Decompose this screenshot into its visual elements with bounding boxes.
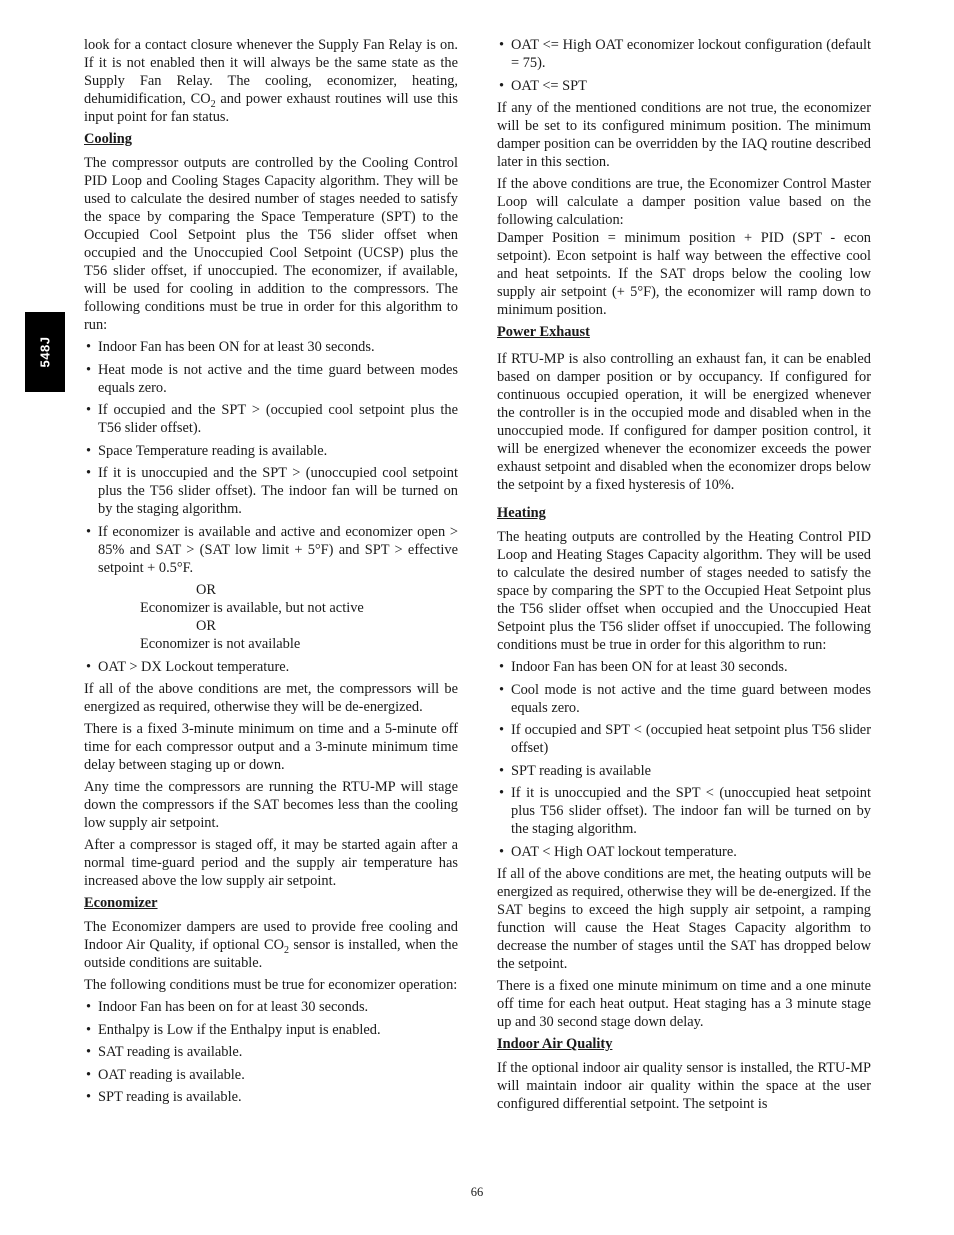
section-tab-label: 548J (36, 336, 52, 368)
heating-paragraph-3: There is a fixed one minute minimum on time and a one minute off time for each heat output. Heat staging has a 3 minute stage up and 30 second stage down delay. (497, 978, 871, 1030)
list-item: • If it is unoccupied and the SPT < (unoccupied heat setpoint plus T56 slider offset). The indoor fan will be turned on by the staging algorithm. (497, 784, 871, 838)
left-column (84, 36, 458, 1111)
list-item: • If occupied and the SPT > (occupied cool setpoint plus the T56 slider offset). (84, 401, 458, 437)
list-item: • If occupied and SPT < (occupied heat setpoint plus T56 slider offset) (497, 721, 871, 757)
list-item: • SPT reading is available. (84, 1088, 458, 1106)
list-item: • Space Temperature reading is available. (84, 442, 458, 460)
alternative-condition-1: Economizer is available, but not active (140, 599, 364, 616)
list-item: • SAT reading is available. (84, 1043, 458, 1061)
list-item: • OAT <= SPT (497, 77, 871, 95)
power-exhaust-paragraph: If RTU-MP is also controlling an exhaust fan, it can be enabled based on damper position or by occupancy. If configured for continuous occupied operation, it will be energized whenever the controller is in the occupied mode and disabled when in the unoccupied mode. If configured for damper position control, it will be energized whenever the economizer exceeds the power exhaust setpoint and disabled when the economizer drops below the setpoint by a fixed hysteresis of 10%. (497, 351, 871, 493)
or-label-2: OR (196, 617, 216, 634)
heating-conditions-list (497, 658, 871, 861)
cooling-paragraph-1: The compressor outputs are controlled by the Cooling Control PID Loop and Cooling Stages Capacity algorithm. They will be used to calculate the desired number of stages needed to satisfy the space by comparing the Space Temperature (SPT) to the Occupied Cool Setpoint plus the T56 slider offset when occupied and the Unoccupied Cool Setpoint (UCSP) plus the T56 slider offset, if unoccupied. The economizer, if available, will be used for cooling in addition to the compressors. The following conditions must be true in order for this algorithm to run: (84, 155, 458, 333)
economizer-paragraph-1 (84, 918, 458, 972)
indoor-air-quality-heading: Indoor Air Quality (497, 1036, 613, 1052)
heating-heading: Heating (497, 505, 546, 521)
economizer-paragraph-2: The following conditions must be true for economizer operation: (84, 977, 458, 993)
economizer-paragraph-5: Damper Position = minimum position + PID (SPT - econ setpoint). Econ setpoint is half way between the effective cool and heat setpoints. If the SAT drops below the cooling low supply air setpoint (+ 5°F), the economizer will ramp down to minimum position. (497, 230, 871, 318)
list-item: • OAT reading is available. (84, 1066, 458, 1084)
cooling-paragraph-3: There is a fixed 3-minute minimum on time and a 5-minute off time for each compressor output and a 3-minute minimum time delay between staging up or down. (84, 721, 458, 773)
economizer-conditions-list-continued (497, 36, 871, 95)
list-item: • Indoor Fan has been on for at least 30 seconds. (84, 998, 458, 1016)
heating-paragraph-2: If all of the above conditions are met, the heating outputs will be energized as required, otherwise they will be de-energized. If the SAT begins to exceed the high supply air setpoint, a ramping function will cause the Heat Stages Capacity algorithm to decrease the number of stages until the SAT has dropped below the setpoint. (497, 866, 871, 972)
econ-text: The Economizer dampers are used to provide free cooling and Indoor Air Quality, if optional CO (84, 919, 458, 953)
heating-paragraph-1: The heating outputs are controlled by the Heating Control PID Loop and Heating Stages Capacity algorithm. They will be used to calculate the desired number of stages needed to satisfy the space by comparing the SPT to the Occupied Heat Setpoint plus the T56 slider offset when occupied and the Unoccupied Heat Setpoint plus the T56 slider offset if unoccupied. The following conditions must be true in order for this algorithm to run: (497, 529, 871, 653)
cooling-conditions-list (84, 338, 458, 577)
econ-tail: sensor is installed, when the outside conditions are suitable. (84, 937, 459, 971)
oat-condition-list (84, 658, 458, 676)
list-item: • SPT reading is available (497, 762, 871, 780)
cooling-paragraph-4: Any time the compressors are running the RTU-MP will stage down the compressors if the SAT becomes less than the cooling low supply air setpoint. (84, 779, 458, 831)
list-item: • Indoor Fan has been ON for at least 30 seconds. (84, 338, 458, 356)
list-item: • OAT > DX Lockout temperature. (84, 658, 458, 676)
economizer-paragraph-4: If the above conditions are true, the Economizer Control Master Loop will calculate a damper position value based on the following calculation: (497, 176, 871, 228)
cooling-paragraph-2: If all of the above conditions are met, the compressors will be energized as required, otherwise they will be de-energized. (84, 681, 458, 715)
economizer-conditions-list (84, 998, 458, 1106)
economizer-heading: Economizer (84, 895, 158, 911)
page-number: 66 (470, 1185, 484, 1199)
power-exhaust-heading: Power Exhaust (497, 324, 590, 340)
cooling-paragraph-5: After a compressor is staged off, it may be started again after a normal time-guard period and the supply air temperature has increased above the low supply air setpoint. (84, 837, 458, 889)
section-tab (25, 312, 65, 392)
list-item: • Cool mode is not active and the time guard between modes equals zero. (497, 681, 871, 717)
list-item: • Heat mode is not active and the time guard between modes equals zero. (84, 361, 458, 397)
list-item: • Enthalpy is Low if the Enthalpy input is enabled. (84, 1021, 458, 1039)
intro-tail: and power exhaust routines will use this input point for fan status. (84, 91, 458, 125)
list-item: • OAT < High OAT lockout temperature. (497, 843, 871, 861)
list-item: • OAT <= High OAT economizer lockout configuration (default = 75). (497, 36, 871, 72)
econ-subscript: 2 (284, 944, 290, 956)
list-item: • If economizer is available and active and economizer open > 85% and SAT > (SAT low limit + 5°F) and SPT > effective setpoint + 0.5°F. (84, 523, 458, 577)
indoor-air-quality-paragraph: If the optional indoor air quality sensor is installed, the RTU-MP will maintain indoor air quality within the space at the user configured differential setpoint. The setpoint is (497, 1060, 871, 1112)
alternative-condition-2: Economizer is not available (140, 635, 301, 652)
right-column (497, 36, 871, 1117)
intro-paragraph (84, 36, 458, 126)
intro-subscript: 2 (210, 98, 216, 110)
economizer-paragraph-3: If any of the mentioned conditions are not true, the economizer will be set to its configured minimum position. The minimum damper position can be overridden by the IAQ routine described later in this section. (497, 100, 871, 170)
list-item: • Indoor Fan has been ON for at least 30 seconds. (497, 658, 871, 676)
list-item: • If it is unoccupied and the SPT > (unoccupied cool setpoint plus the T56 slider offset). The indoor fan will be turned on by the staging algorithm. (84, 464, 458, 518)
or-label-1: OR (196, 581, 216, 598)
intro-text: look for a contact closure whenever the Supply Fan Relay is on. If it is not enabled then it will always be the same state as the Supply Fan Relay. The cooling, economizer, heating, dehumidification, CO (84, 37, 458, 107)
cooling-heading: Cooling (84, 131, 132, 147)
